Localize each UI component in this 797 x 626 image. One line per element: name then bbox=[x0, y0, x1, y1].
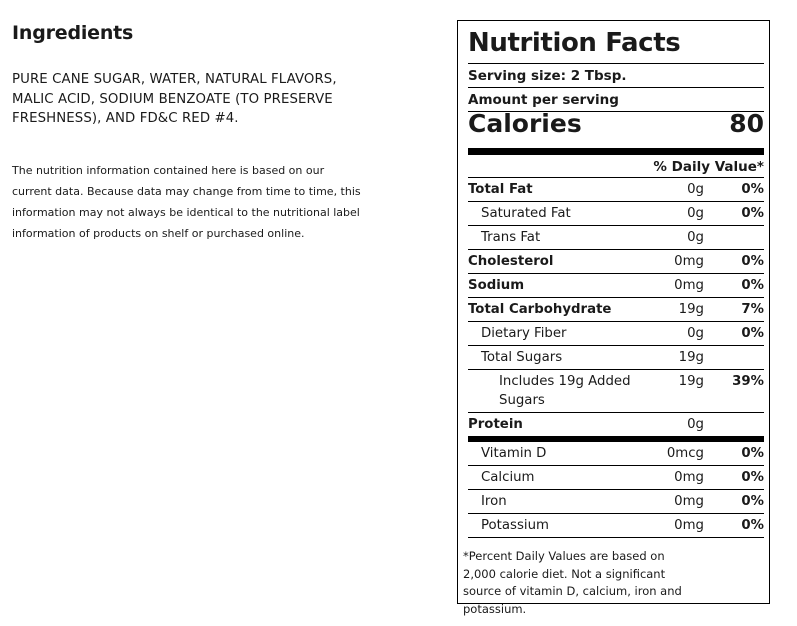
nutrient-name: Cholesterol bbox=[468, 254, 554, 269]
nutrient-row-dietary-fiber bbox=[468, 322, 764, 346]
nutrient-dv: 0% bbox=[741, 326, 764, 341]
nutrient-row-cholesterol bbox=[468, 250, 764, 274]
nutrient-amount: 0mg bbox=[674, 494, 704, 509]
nutrient-name: Trans Fat bbox=[481, 230, 541, 245]
ingredients-list: PURE CANE SUGAR, WATER, NATURAL FLAVORS, MALIC ACID, SODIUM BENZOATE (TO PRESERVE FRESHNESS), AND FD&C RED #4. bbox=[12, 72, 337, 126]
nutrient-row-sodium bbox=[468, 274, 764, 298]
daily-value-header: % Daily Value* bbox=[468, 155, 764, 178]
nutrient-row-vitamin-d bbox=[468, 442, 764, 466]
nutrient-dv: 39% bbox=[732, 374, 764, 389]
nutrient-amount: 0g bbox=[687, 182, 704, 197]
nutrient-dv: 0% bbox=[741, 518, 764, 533]
ingredients-title: Ingredients bbox=[12, 22, 134, 44]
serving-size: Serving size: 2 Tbsp. bbox=[468, 64, 764, 88]
nutrient-dv: 0% bbox=[741, 494, 764, 509]
nutrition-facts-title: Nutrition Facts bbox=[468, 21, 764, 64]
nutrient-row-total-carbohydrate bbox=[468, 298, 764, 322]
nutrient-dv: 0% bbox=[741, 470, 764, 485]
nutrient-amount: 19g bbox=[678, 374, 704, 389]
nutrient-amount: 0mcg bbox=[666, 446, 704, 461]
nutrient-dv: 0% bbox=[741, 446, 764, 461]
nutrient-row-calcium bbox=[468, 466, 764, 490]
nutrient-dv: 0% bbox=[741, 206, 764, 221]
nutrient-name: Total Carbohydrate bbox=[468, 302, 612, 317]
nutrient-name: Total Fat bbox=[468, 182, 533, 197]
nutrient-amount: 0g bbox=[687, 326, 704, 341]
amount-per-serving: Amount per serving bbox=[468, 88, 764, 112]
nutrient-dv: 0% bbox=[741, 278, 764, 293]
nutrient-amount: 19g bbox=[678, 350, 704, 365]
daily-value-footnote: *Percent Daily Values are based on 2,000 calorie diet. Not a significant source of vitamin D, calcium, iron and potassium. bbox=[463, 549, 682, 616]
nutrient-row-trans-fat bbox=[468, 226, 764, 250]
nutrient-amount: 0mg bbox=[674, 254, 704, 269]
nutrient-row-added-sugars bbox=[468, 370, 764, 413]
calories-row bbox=[468, 109, 764, 155]
nutrient-name: Dietary Fiber bbox=[481, 326, 567, 341]
nutrition-facts-panel bbox=[457, 20, 770, 616]
nutrient-row-iron bbox=[468, 490, 764, 514]
nutrient-amount: 0g bbox=[687, 206, 704, 221]
nutrient-name: Sodium bbox=[468, 278, 525, 293]
nutrient-amount: 0mg bbox=[674, 518, 704, 533]
nutrient-row-protein bbox=[468, 413, 764, 442]
nutrient-name: Total Sugars bbox=[481, 350, 563, 365]
calories-label: Calories bbox=[468, 109, 582, 138]
nutrient-dv: 7% bbox=[741, 302, 764, 317]
nutrient-name: Includes 19g Added Sugars bbox=[499, 374, 631, 408]
nutrient-amount: 0g bbox=[687, 417, 704, 432]
nutrient-row-total-sugars bbox=[468, 346, 764, 370]
nutrition-disclaimer: The nutrition information contained here is based on our current data. Because data may change from time to time, this information may not always be identical to the nutritional label information of products on shelf or purchased online. bbox=[12, 164, 361, 240]
nutrient-name: Iron bbox=[481, 494, 507, 509]
nutrient-name: Potassium bbox=[481, 518, 549, 533]
nutrient-row-saturated-fat bbox=[468, 202, 764, 226]
nutrient-amount: 0g bbox=[687, 230, 704, 245]
nutrient-amount: 19g bbox=[678, 302, 704, 317]
nutrient-dv: 0% bbox=[741, 254, 764, 269]
nutrient-name: Calcium bbox=[481, 470, 535, 485]
nutrient-amount: 0mg bbox=[674, 470, 704, 485]
nutrient-dv: 0% bbox=[741, 182, 764, 197]
nutrient-row-total-fat bbox=[468, 178, 764, 202]
nutrient-row-potassium bbox=[468, 514, 764, 538]
nutrient-name: Protein bbox=[468, 417, 523, 432]
calories-value: 80 bbox=[729, 109, 764, 138]
nutrient-amount: 0mg bbox=[674, 278, 704, 293]
nutrient-name: Vitamin D bbox=[481, 446, 547, 461]
nutrient-name: Saturated Fat bbox=[481, 206, 571, 221]
ingredients-section bbox=[12, 22, 372, 129]
